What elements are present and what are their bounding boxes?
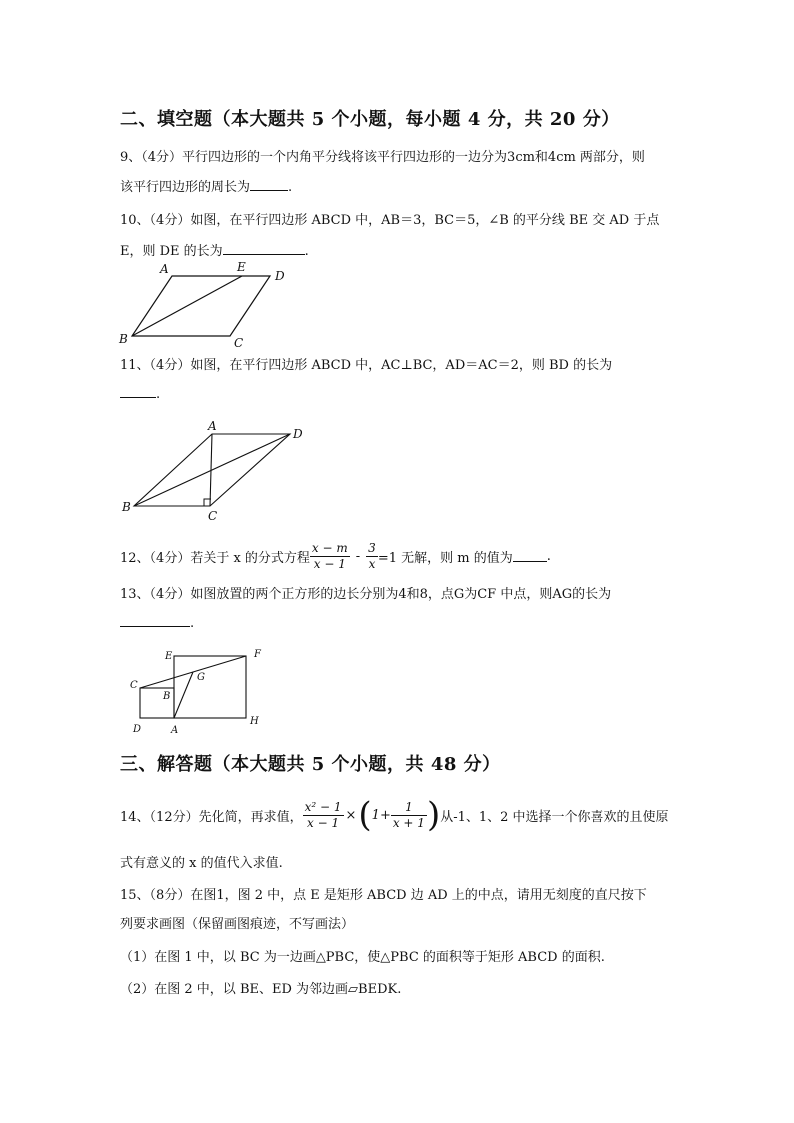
period: . [156, 387, 161, 402]
vertex-label-a: A [171, 725, 179, 736]
vertex-label-d: D [293, 427, 303, 441]
vertex-label-a: A [160, 262, 169, 276]
question-10-line-1: 10、（4分）如图，在平行四边形 ABCD 中，AB＝3，BC＝5，∠B 的平分线 BE 交 AD 于点 [120, 213, 660, 228]
question-14-prefix: 14、（12分）先化简，再求值， [120, 809, 303, 825]
fraction-main-numerator: x² − 1 [304, 799, 342, 814]
vertex-label-b: B [119, 332, 128, 346]
period: . [546, 548, 551, 564]
vertex-label-c: C [130, 680, 138, 691]
parallelogram-abcd [132, 276, 270, 336]
minus-sign: - [355, 548, 361, 564]
vertex-label-c: C [234, 336, 244, 350]
question-15-part-1: （1）在图 1 中，以 BC 为一边画△PBC，使△PBC 的面积等于矩形 ABCD 的面积. [120, 950, 605, 965]
fraction-main [303, 800, 344, 831]
vertex-label-a: A [208, 419, 217, 433]
fraction-1 [310, 541, 350, 572]
answer-blank [120, 615, 190, 627]
vertex-label-b: B [163, 691, 171, 702]
section-3-heading: 三、解答题（本大题共 5 个小题，共 48 分） [120, 754, 501, 775]
right-paren: ) [426, 795, 441, 835]
question-13-line-2 [120, 615, 194, 631]
question-14-suffix: 从-1、1、2 中选择一个你喜欢的且使原 [440, 809, 669, 825]
segment-be [132, 276, 242, 336]
segment-ag [174, 672, 193, 718]
vertex-label-h: H [250, 716, 259, 727]
fraction-1-numerator: x − m [311, 540, 348, 555]
question-12 [120, 536, 551, 576]
fraction-2 [366, 541, 378, 572]
question-11-line-2 [120, 386, 160, 402]
question-15-line-2: 列要求画图（保留画图痕迹，不写画法） [120, 917, 355, 932]
answer-blank [120, 386, 156, 398]
vertex-label-d: D [133, 724, 142, 735]
figure-q10-parallelogram [112, 260, 302, 352]
period: . [190, 616, 195, 631]
left-paren: ( [358, 795, 372, 835]
answer-blank [223, 243, 305, 255]
question-14-line-2: 式有意义的 x 的值代入求值. [120, 856, 283, 871]
fraction-inner [391, 800, 427, 831]
fraction-2-denominator: x [368, 556, 376, 571]
question-10-text: E，则 DE 的长为 [120, 244, 223, 259]
fraction-main-denominator: x − 1 [307, 815, 340, 830]
fraction-inner-denominator: x + 1 [392, 815, 425, 830]
fraction-inner-numerator: 1 [391, 800, 427, 816]
fraction-1-denominator: x − 1 [313, 556, 346, 571]
question-13-line-1: 13、（4分）如图放置的两个正方形的边长分别为4和8，点G为CF 中点，则AG的长为 [120, 587, 612, 602]
vertex-label-d: D [275, 269, 285, 283]
vertex-label-b: B [122, 500, 131, 514]
section-2-heading: 二、填空题（本大题共 5 个小题，每小题 4 分，共 20 分） [120, 109, 620, 130]
question-9-line-1: 9、（4分）平行四边形的一个内角平分线将该平行四边形的一边分为3cm和4cm 两部分，则 [120, 150, 645, 165]
period: . [304, 244, 309, 259]
question-14 [120, 793, 669, 837]
vertex-label-e: E [237, 260, 246, 274]
period: . [288, 180, 293, 195]
figure-q13-squares [126, 644, 274, 736]
question-15-part-2: （2）在图 2 中，以 BE、ED 为邻边画▱BEDK. [120, 982, 402, 997]
large-square [174, 656, 246, 718]
vertex-label-c: C [208, 509, 218, 523]
times-sign: × [345, 807, 357, 823]
vertex-label-f: F [254, 649, 261, 660]
question-12-suffix: =1 无解，则 m 的值为 [377, 550, 513, 566]
question-11-line-1: 11、（4分）如图，在平行四边形 ABCD 中，AC⊥BC，AD＝AC＝2，则 BD 的长为 [120, 358, 613, 373]
answer-blank [513, 550, 547, 562]
fraction-2-numerator: 3 [368, 540, 376, 555]
question-9-text: 该平行四边形的周长为 [120, 180, 251, 195]
question-15-line-1: 15、（8分）在图1，图 2 中，点 E 是矩形 ABCD 边 AD 上的中点，请用无刻度的直尺按下 [120, 888, 647, 903]
one-plus: 1+ [371, 807, 391, 823]
vertex-label-g: G [197, 672, 205, 683]
vertex-label-e: E [165, 651, 173, 662]
question-12-prefix: 12、（4分）若关于 x 的分式方程 [120, 550, 310, 566]
question-9-line-2 [120, 176, 292, 195]
question-10-line-2 [120, 240, 309, 259]
answer-blank [250, 179, 288, 191]
figure-q11-parallelogram [118, 418, 318, 526]
